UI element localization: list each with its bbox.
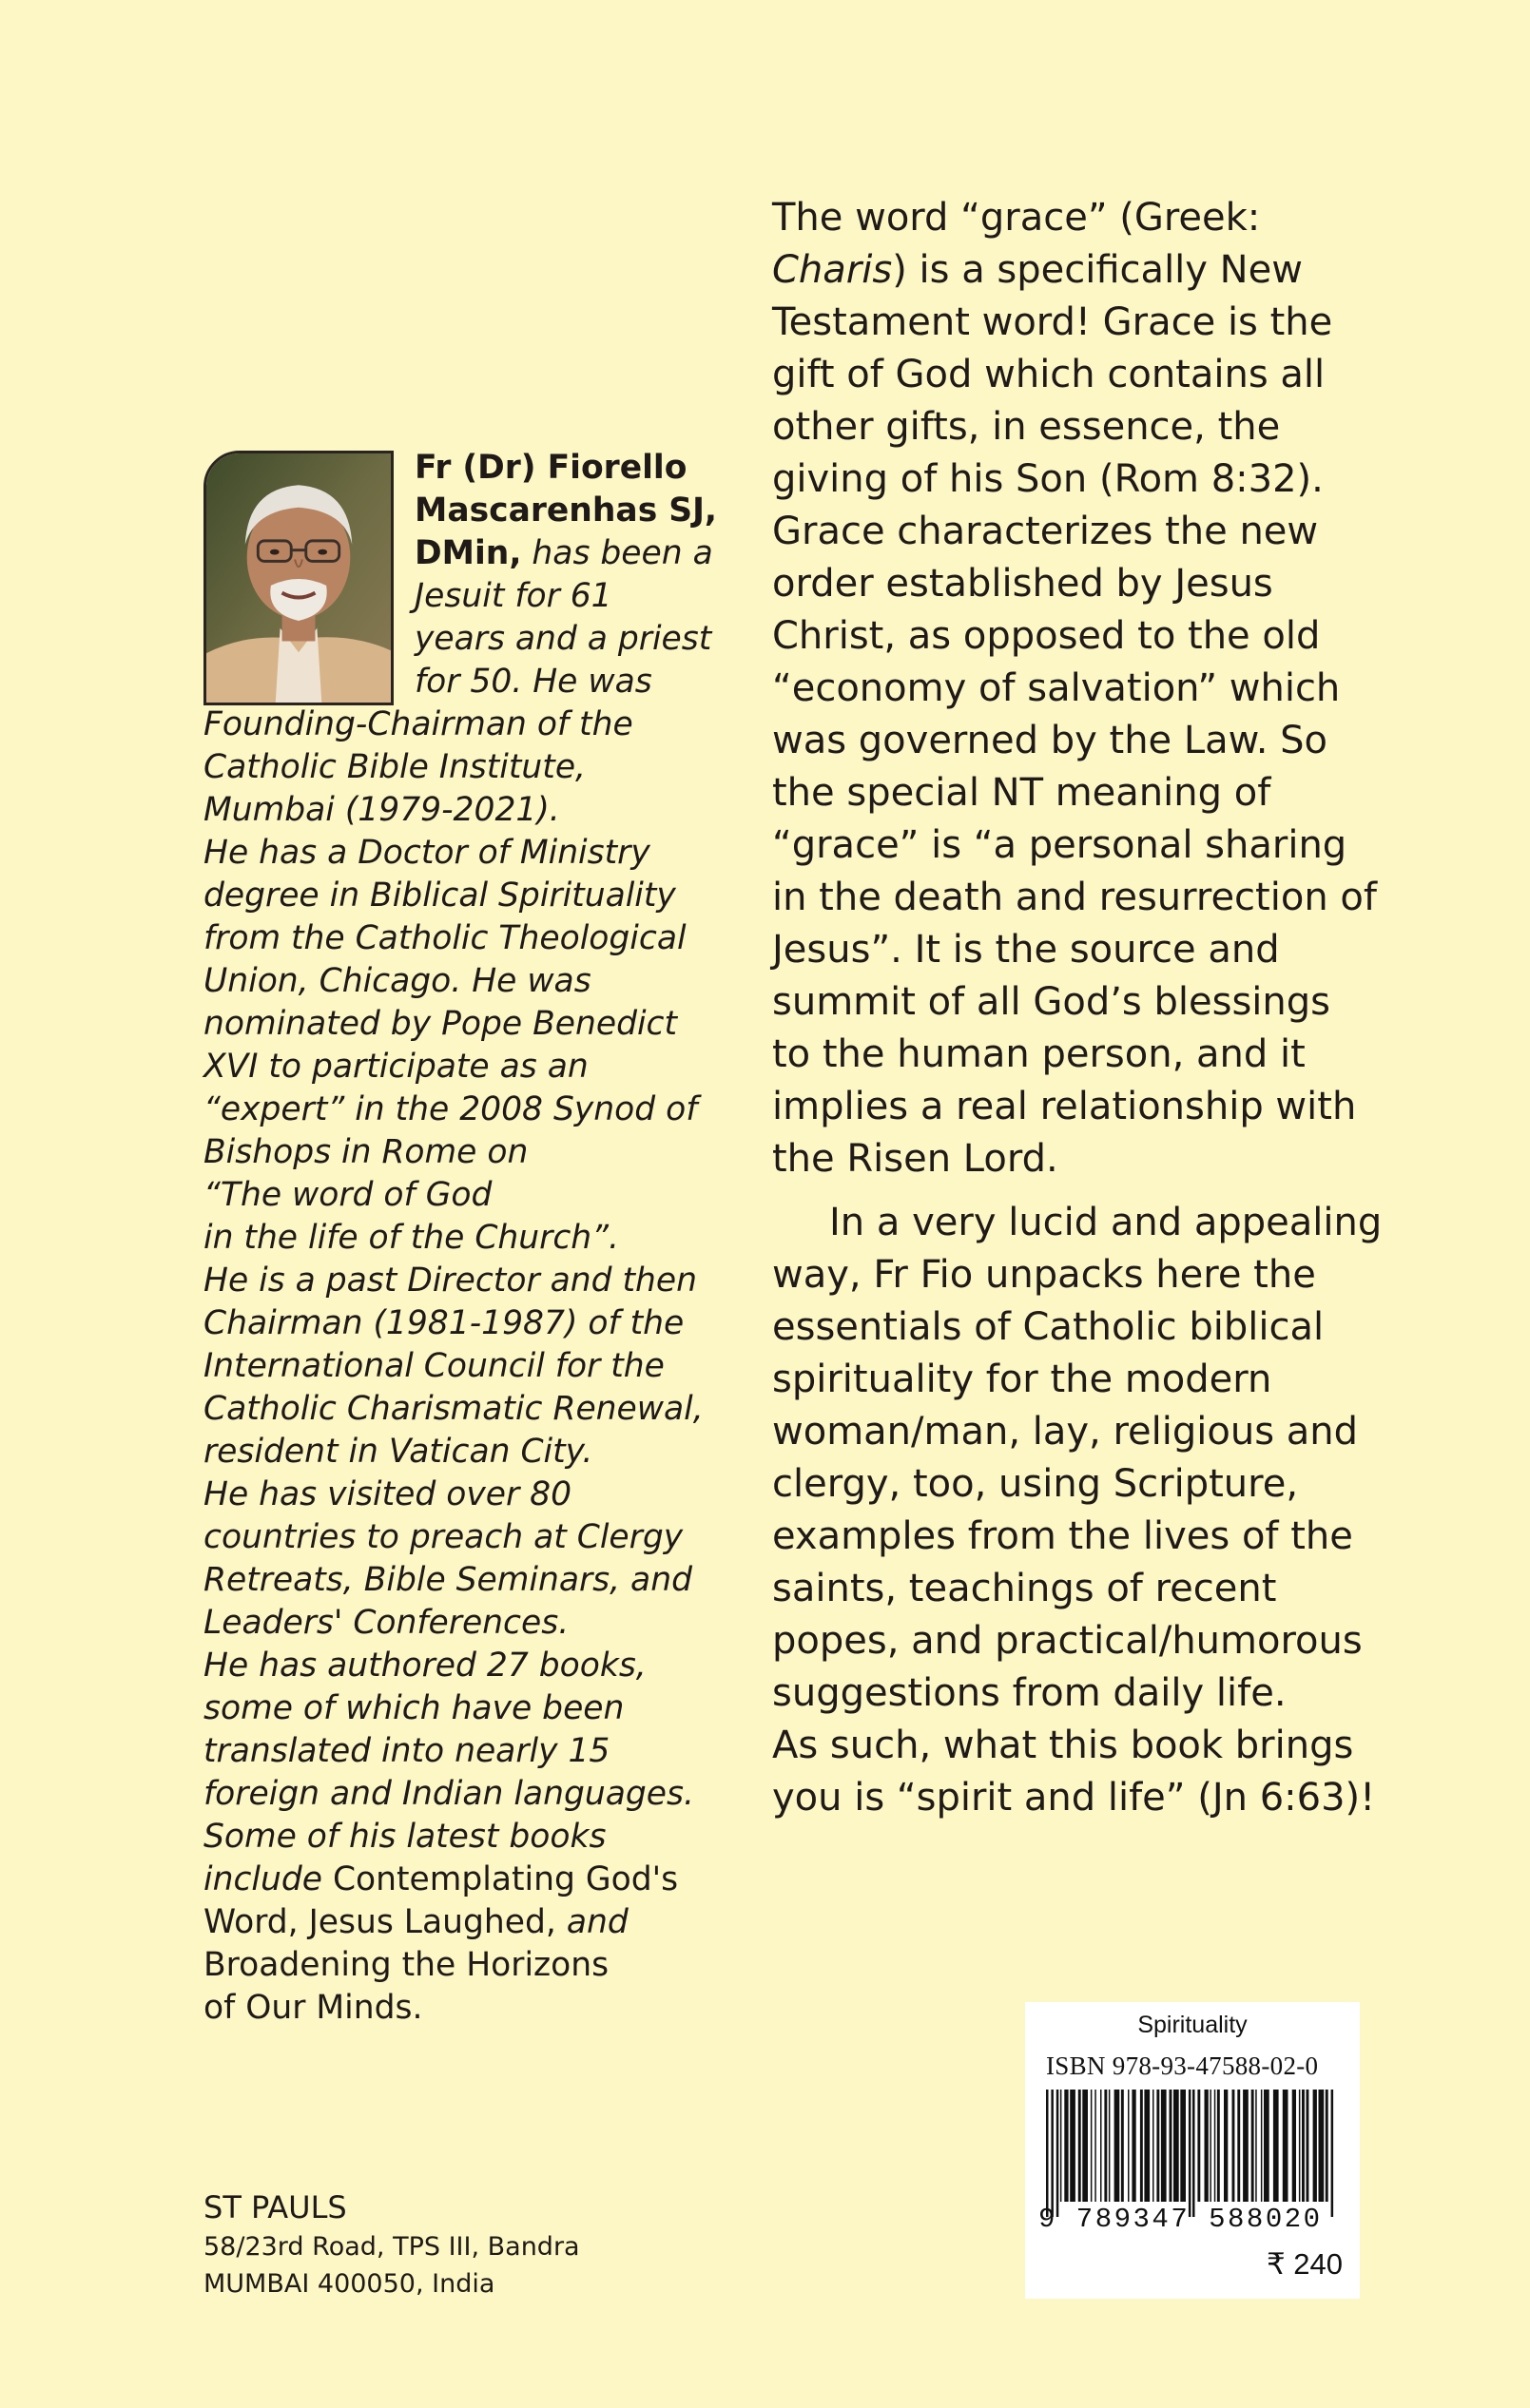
description-text: In a very lucid and appealing	[829, 1201, 1383, 1244]
description-text: summit of all God’s blessings	[772, 980, 1330, 1024]
description-line	[772, 192, 1381, 244]
bio-text: XVI to participate as an	[203, 1048, 589, 1086]
bio-text: He has authored 27 books,	[203, 1647, 647, 1685]
description-text: saints, teachings of recent	[772, 1567, 1277, 1610]
barcode-bar	[1319, 2090, 1325, 2202]
bio-line	[203, 1516, 717, 1559]
bio-line	[203, 746, 717, 789]
bio-line	[203, 575, 717, 618]
description-line	[772, 453, 1381, 506]
barcode-bar	[1180, 2090, 1186, 2202]
bio-line	[203, 1730, 717, 1773]
barcode-bar	[1060, 2090, 1062, 2202]
publisher-block	[203, 2186, 580, 2302]
bio-text: Bishops in Rome on	[203, 1133, 529, 1171]
barcode-bar	[1237, 2090, 1240, 2202]
barcode-digits: 9 789347 588020	[1038, 2204, 1323, 2235]
description-text: the special NT meaning of	[772, 771, 1271, 815]
description-line	[772, 663, 1381, 715]
barcode-bar	[1051, 2090, 1054, 2217]
description-text: was governed by the Law. So	[772, 719, 1328, 762]
bio-text: degree in Biblical Spirituality	[203, 877, 676, 915]
description-text: Grace characterizes the new	[772, 510, 1319, 553]
description-line	[772, 610, 1381, 663]
price-label: ₹ 240	[1266, 2247, 1343, 2281]
description-text: the Risen Lord.	[772, 1137, 1058, 1181]
bio-line	[203, 1987, 717, 2030]
description-line	[772, 244, 1381, 297]
description-line	[772, 1563, 1381, 1615]
barcode-bar	[1064, 2090, 1068, 2202]
description-line	[772, 1615, 1381, 1667]
description-text: Christ, as opposed to the old	[772, 614, 1321, 658]
barcode-bar	[1255, 2090, 1257, 2202]
description-text: Charis	[772, 248, 893, 292]
description-line	[772, 1458, 1381, 1511]
bio-text: Chairman (1981-1987) of the	[203, 1304, 685, 1342]
barcode-bar	[1091, 2090, 1093, 2202]
barcode-bar	[1121, 2090, 1124, 2202]
barcode-bar	[1094, 2090, 1096, 2202]
description-text: implies a real relationship with	[772, 1085, 1357, 1128]
description-line	[772, 1197, 1381, 1249]
bio-line	[203, 1859, 717, 1901]
bio-line	[203, 1602, 717, 1645]
description-text: other gifts, in essence, the	[772, 405, 1281, 449]
description-text: popes, and practical/humorous	[772, 1619, 1363, 1663]
description-line	[772, 819, 1381, 872]
bio-line	[203, 789, 717, 832]
bio-line	[203, 1217, 717, 1260]
description-text: giving of his Son (Rom 8:32).	[772, 457, 1324, 501]
barcode-panel	[1025, 2002, 1360, 2299]
bio-line	[203, 1345, 717, 1388]
bio-text: Retreats, Bible Seminars, and	[203, 1561, 692, 1599]
bio-text: Some of his latest books	[203, 1818, 607, 1856]
barcode-bar	[1302, 2090, 1305, 2202]
barcode-bar	[1056, 2090, 1059, 2217]
description-line	[772, 924, 1381, 976]
description-line	[772, 1301, 1381, 1354]
description-line	[772, 1667, 1381, 1720]
category-label: Spirituality	[1137, 2012, 1248, 2038]
description-text: woman/man, lay, religious and	[772, 1410, 1359, 1454]
description-line	[772, 558, 1381, 610]
bio-line	[203, 1003, 717, 1046]
barcode-bar	[1140, 2090, 1143, 2202]
bio-line	[203, 1901, 717, 1944]
bio-text: nominated by Pope Benedict	[203, 1005, 678, 1043]
barcode-bar	[1173, 2090, 1179, 2202]
bio-text: years and a priest	[415, 620, 712, 658]
description-text: Jesus”. It is the source and	[772, 928, 1280, 972]
bio-text: Leaders' Conferences.	[203, 1604, 570, 1642]
bio-line	[203, 1431, 717, 1474]
barcode-bar	[1224, 2090, 1228, 2202]
barcode-bar	[1273, 2090, 1279, 2202]
description-text: As such, what this book brings	[772, 1724, 1354, 1767]
barcode-bar	[1100, 2090, 1102, 2202]
bio-text: Word, Jesus Laughed,	[203, 1903, 556, 1941]
description-text: in the death and resurrection of	[772, 876, 1377, 919]
bio-text: He has visited over 80	[203, 1475, 572, 1513]
barcode-bar	[1104, 2090, 1107, 2202]
bio-line	[203, 1773, 717, 1816]
description-line	[772, 349, 1381, 401]
barcode-bar	[1114, 2090, 1120, 2202]
bio-text: “expert” in the 2008 Synod of	[203, 1090, 698, 1128]
bio-line	[203, 1559, 717, 1602]
bio-text: Broadening the Horizons	[203, 1946, 610, 1984]
description-text: examples from the lives of the	[772, 1514, 1353, 1558]
bio-text: resident in Vatican City.	[203, 1433, 593, 1471]
bio-line	[203, 1944, 717, 1987]
description-line	[772, 1249, 1381, 1301]
bio-text: He has a Doctor of Ministry	[203, 834, 650, 872]
bio-text: Catholic Charismatic Renewal,	[203, 1390, 704, 1428]
bio-line	[203, 661, 717, 703]
bio-text: in the life of the Church”.	[203, 1219, 619, 1257]
barcode-bar	[1264, 2090, 1269, 2202]
barcode-bar	[1170, 2090, 1172, 2202]
description-text: “economy of salvation” which	[772, 666, 1341, 710]
description-line	[772, 715, 1381, 767]
barcode-bar	[1156, 2090, 1159, 2202]
description-line	[772, 872, 1381, 924]
bio-text: Union, Chicago. He was	[203, 962, 591, 1000]
author-biography	[203, 447, 717, 2030]
bio-text: “The word of God	[203, 1176, 493, 1214]
description-text: Testament word! Grace is the	[772, 300, 1333, 344]
description-text: “grace” is “a personal sharing	[772, 823, 1347, 867]
publisher-address-line: MUMBAI 400050, India	[203, 2269, 495, 2299]
publisher-address-line: 58/23rd Road, TPS III, Bandra	[203, 2232, 580, 2262]
barcode-bar	[1189, 2090, 1191, 2217]
description-text: you is “spirit and life” (Jn 6:63)!	[772, 1776, 1376, 1820]
bio-line	[203, 960, 717, 1003]
barcode-bar	[1299, 2090, 1301, 2202]
bio-line	[203, 1645, 717, 1687]
description-line	[772, 1133, 1381, 1185]
description-line	[772, 1029, 1381, 1081]
description-text: The word “grace” (Greek:	[772, 196, 1261, 240]
bio-line	[203, 532, 717, 575]
description-text: clergy, too, using Scripture,	[772, 1462, 1299, 1506]
bio-line	[203, 1687, 717, 1730]
book-description	[772, 192, 1381, 1824]
barcode-bar	[1152, 2090, 1154, 2202]
barcode-bar	[1132, 2090, 1135, 2202]
bio-line	[203, 618, 717, 661]
description-line	[772, 297, 1381, 349]
bio-line	[203, 490, 717, 532]
barcode-bar	[1331, 2090, 1334, 2217]
bio-text: Catholic Bible Institute,	[203, 748, 587, 786]
barcode-bar	[1197, 2090, 1200, 2202]
description-line	[772, 1081, 1381, 1133]
bio-text: from the Catholic Theological	[203, 919, 687, 957]
bio-text: include	[203, 1860, 322, 1898]
publisher-name: ST PAULS	[203, 2189, 347, 2225]
description-text: ) is a specifically New	[892, 248, 1303, 292]
description-text: way, Fr Fio unpacks here the	[772, 1253, 1316, 1297]
barcode-bar	[1307, 2090, 1309, 2202]
bio-line	[203, 917, 717, 960]
barcode-bar	[1070, 2090, 1075, 2202]
bio-line	[203, 1816, 717, 1859]
description-line	[772, 506, 1381, 558]
barcode-bar	[1261, 2090, 1263, 2202]
bio-line	[203, 703, 717, 746]
barcode-bar	[1217, 2090, 1220, 2202]
barcode-bar	[1205, 2090, 1209, 2202]
bio-line	[203, 1131, 717, 1174]
barcode-bar	[1251, 2090, 1254, 2202]
bio-text: Founding-Chairman of the	[203, 705, 633, 743]
description-line	[772, 767, 1381, 819]
description-line	[772, 976, 1381, 1029]
bio-line	[203, 875, 717, 917]
isbn-label: ISBN 978-93-47588-02-0	[1046, 2052, 1319, 2080]
description-line	[772, 1406, 1381, 1458]
bio-line	[203, 1088, 717, 1131]
bio-text: He is a past Director and then	[203, 1262, 697, 1300]
bio-line	[203, 1260, 717, 1302]
barcode-bar	[1078, 2090, 1081, 2202]
description-text: essentials of Catholic biblical	[772, 1305, 1325, 1349]
barcode-bar	[1192, 2090, 1195, 2217]
barcode-bar	[1046, 2090, 1049, 2217]
barcode-bar	[1243, 2090, 1249, 2202]
bio-text: International Council for the	[203, 1347, 665, 1385]
description-text: gift of God which contains all	[772, 353, 1326, 396]
bio-line	[203, 1388, 717, 1431]
bio-text: Fr (Dr) Fiorello	[415, 449, 688, 487]
bio-text: Contemplating God's	[322, 1860, 679, 1898]
description-paragraph	[772, 192, 1381, 1185]
barcode-icon	[1042, 2090, 1343, 2223]
bio-text: some of which have been	[203, 1689, 625, 1727]
description-text: to the human person, and it	[772, 1032, 1306, 1076]
barcode-bar	[1082, 2090, 1088, 2202]
bio-text: of Our Minds.	[203, 1989, 423, 2027]
barcode-bar	[1232, 2090, 1235, 2202]
barcode-bar	[1283, 2090, 1288, 2202]
bio-text: foreign and Indian languages.	[203, 1775, 694, 1813]
description-text: order established by Jesus	[772, 562, 1273, 606]
description-line	[772, 1720, 1381, 1772]
bio-text: DMin,	[415, 534, 522, 572]
barcode-bar	[1128, 2090, 1130, 2202]
description-line	[772, 1511, 1381, 1563]
barcode-bar	[1326, 2090, 1328, 2202]
description-line	[772, 1354, 1381, 1406]
bio-line	[203, 1174, 717, 1217]
barcode-bar	[1210, 2090, 1211, 2202]
barcode-bar	[1313, 2090, 1317, 2202]
description-line	[772, 1772, 1381, 1824]
bio-line	[203, 447, 717, 490]
barcode-bar	[1214, 2090, 1216, 2202]
barcode-bar	[1144, 2090, 1150, 2202]
bio-text: Mascarenhas SJ,	[415, 491, 718, 530]
description-line	[772, 401, 1381, 453]
bio-text: translated into nearly 15	[203, 1732, 610, 1770]
barcode-bar	[1292, 2090, 1296, 2202]
bio-line	[203, 1474, 717, 1516]
bio-text: and	[555, 1903, 629, 1941]
bio-text: has been a	[521, 534, 713, 572]
bio-line	[203, 832, 717, 875]
bio-line	[203, 1046, 717, 1088]
description-text: spirituality for the modern	[772, 1358, 1272, 1401]
bio-line	[203, 1302, 717, 1345]
barcode-bar	[1161, 2090, 1167, 2202]
description-paragraph	[772, 1197, 1381, 1824]
description-text: suggestions from daily life.	[772, 1671, 1287, 1715]
barcode-bar	[1109, 2090, 1111, 2202]
bio-text: for 50. He was	[415, 663, 652, 701]
bio-text: countries to preach at Clergy	[203, 1518, 684, 1556]
bio-text: Mumbai (1979-2021).	[203, 791, 560, 829]
bio-text: Jesuit for 61	[415, 577, 612, 615]
